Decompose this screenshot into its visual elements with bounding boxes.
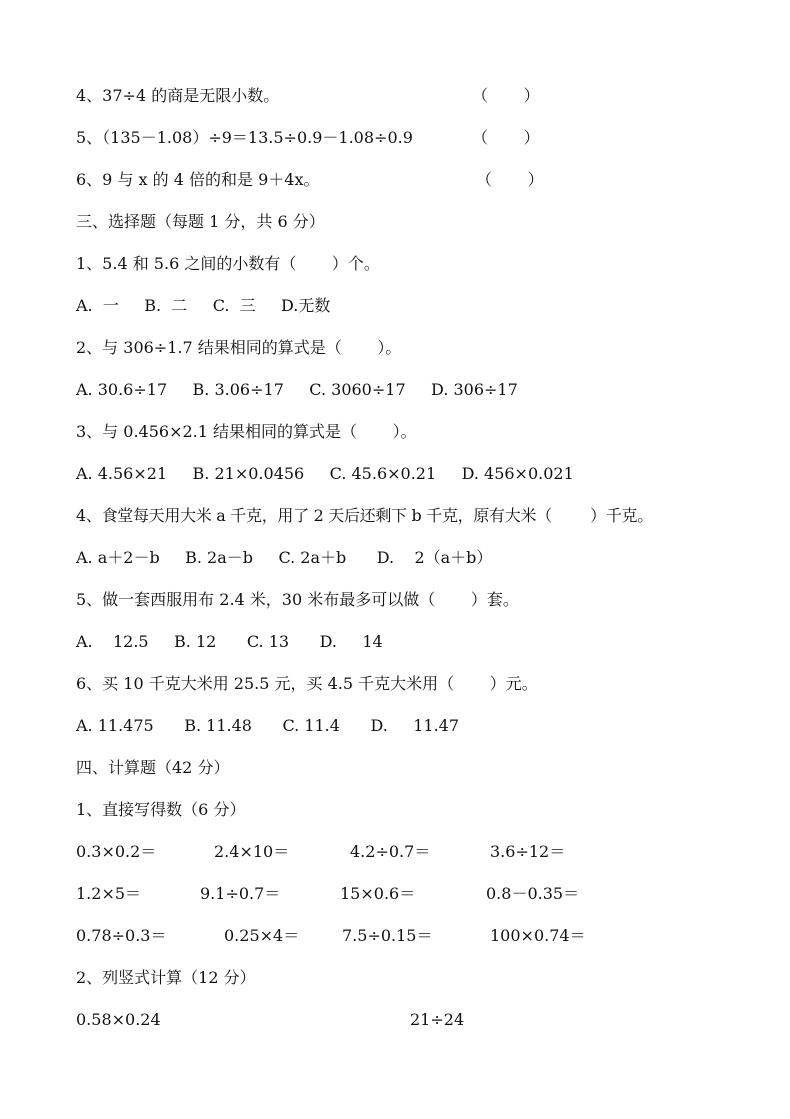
choice-question-3: 3、与 0.456×2.1 结果相同的算式是（ ）。 — [76, 422, 417, 441]
answer-paren: （ ） — [472, 128, 540, 147]
choice-options-3: A. 4.56×21 B. 21×0.0456 C. 45.6×0.21 D. 456×0.021 — [76, 464, 574, 483]
choice-options-2: A. 30.6÷17 B. 3.06÷17 C. 3060÷17 D. 306÷17 — [76, 380, 518, 399]
vertical-problem: 21÷24 — [410, 1010, 465, 1029]
subheading-direct: 1、直接写得数（6 分） — [76, 800, 246, 819]
vertical-problem: 0.58×0.24 — [76, 1010, 161, 1029]
choice-question-6: 6、买 10 千克大米用 25.5 元，买 4.5 千克大米用（ ）元。 — [76, 674, 538, 693]
calc-cell: 0.8－0.35＝ — [486, 884, 580, 903]
calc-cell: 0.25×4＝ — [224, 926, 300, 945]
calc-cell: 100×0.74＝ — [490, 926, 586, 945]
answer-paren: （ ） — [476, 170, 544, 189]
choice-options-1: A. 一 B. 二 C. 三 D.无数 — [76, 296, 331, 315]
calc-cell: 9.1÷0.7＝ — [200, 884, 281, 903]
answer-paren: （ ） — [472, 86, 540, 105]
section-heading-choice: 三、选择题（每题 1 分，共 6 分） — [76, 212, 325, 231]
choice-options-5: A. 12.5 B. 12 C. 13 D. 14 — [76, 632, 383, 651]
subheading-vertical: 2、列竖式计算（12 分） — [76, 968, 256, 987]
calc-cell: 2.4×10＝ — [214, 842, 290, 861]
choice-question-4: 4、食堂每天用大米 a 千克，用了 2 天后还剩下 b 千克，原有大米（ ）千克。 — [76, 506, 653, 525]
calc-cell: 15×0.6＝ — [340, 884, 416, 903]
calc-cell: 4.2÷0.7＝ — [350, 842, 431, 861]
calc-cell: 0.78÷0.3＝ — [76, 926, 167, 945]
calc-cell: 0.3×0.2＝ — [76, 842, 157, 861]
choice-options-4: A. a＋2－b B. 2a－b C. 2a＋b D. 2（a＋b） — [76, 548, 493, 567]
judgement-item-6: 6、9 与 x 的 4 倍的和是 9＋4x。 — [76, 170, 320, 189]
judgement-item-5: 5、（135－1.08）÷9＝13.5÷0.9－1.08÷0.9 — [76, 128, 413, 147]
section-heading-calc: 四、计算题（42 分） — [76, 758, 230, 777]
calc-cell: 7.5÷0.15＝ — [342, 926, 433, 945]
calc-cell: 1.2×5＝ — [76, 884, 142, 903]
choice-options-6: A. 11.475 B. 11.48 C. 11.4 D. 11.47 — [76, 716, 460, 735]
choice-question-5: 5、做一套西服用布 2.4 米，30 米布最多可以做（ ）套。 — [76, 590, 519, 609]
choice-question-1: 1、5.4 和 5.6 之间的小数有（ ）个。 — [76, 254, 380, 273]
judgement-item-4: 4、37÷4 的商是无限小数。 — [76, 86, 280, 105]
calc-cell: 3.6÷12＝ — [490, 842, 566, 861]
choice-question-2: 2、与 306÷1.7 结果相同的算式是（ ）。 — [76, 338, 402, 357]
